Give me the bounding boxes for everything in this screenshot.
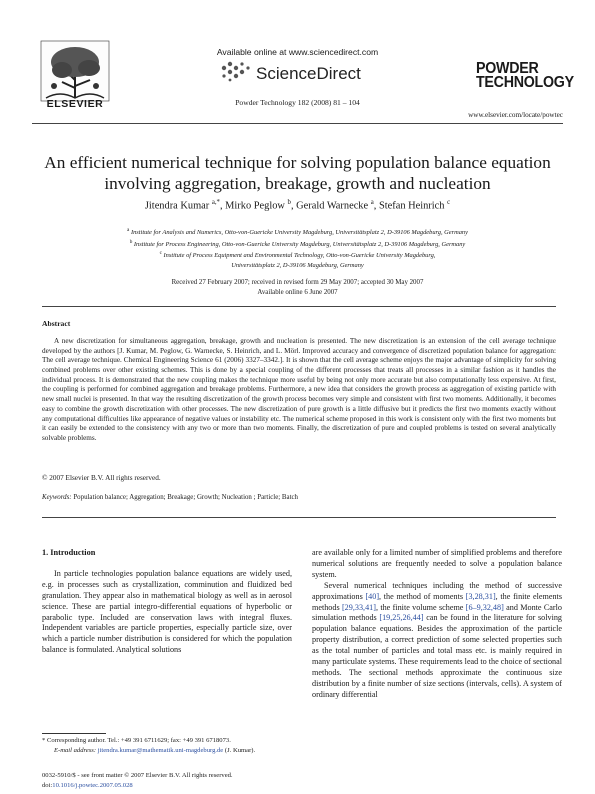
abstract-body: A new discretization for simultaneous aggregation, breakage, growth and nucleation is presented. The new discretization is an extension of the cell average technique developed by the authors [J. Kumar, M. Peglow, G. Warnecke, S. Heinrich, and L. Mörl. Improved accuracy and convergence of discretized population balance for aggregation: The cell average technique. Chemical Engineering Science 61 (2006) 3327–3342.]. It is shown that the cell average scheme enjoys the major advantage of simplicity for solving combined problems over other existing schemes. This is done by a special coupling of the different processes that treats all processes in a similar fashion as it handles the individual process. It is demonstrated that the new coupling makes the technique more useful by being not only more accurate but also computationally less expensive. At first, the coupling is performed for combined aggregation and breakage problems. Furthermore, a new idea that considers the growth process as aggregation of existing particle with new small nuclei is presented. In that way the resulting discretization of the growth process becomes very simple and consistent with first two moments. Additionally, it becomes easy to combine the growth discretization with other processes. The new discretization of pure growth is a little diffusive but it predicts the first two moments exactly without any computational difficulties like appearance of negative values or instability etc. The numerical scheme proposed in this work is consistent only with the first two moments but it can easily be extended to the consistency with any two or more than two moments. Finally, the discretization of pure and coupled problems is tested on several analytically solvable problems. xyxy=(42,337,556,442)
issn-block xyxy=(42,771,233,791)
email-note xyxy=(42,746,302,756)
keywords-list: Population balance; Aggregation; Breakage; Growth; Nucleation ; Particle; Batch xyxy=(73,494,298,501)
author-affil-marker[interactable]: a xyxy=(370,199,374,206)
keywords-label: Keywords: xyxy=(42,494,72,501)
footnote xyxy=(42,736,302,756)
author-affil-marker[interactable]: a,* xyxy=(211,199,220,206)
author-separator: , xyxy=(290,200,294,212)
journal-url-link[interactable]: www.elsevier.com/locate/powtec xyxy=(468,111,563,119)
author-separator: , xyxy=(219,200,223,212)
paragraph xyxy=(312,581,562,701)
footnote-rule xyxy=(42,733,106,734)
journal-logo-line1: POWDER xyxy=(476,60,539,77)
affil-text: Institute of Process Equipment and Environmental Technology, Otto-von-Guericke University Magdeburg, Universitätsplatz 2, D-39106 Magdeburg, Germany xyxy=(163,252,436,269)
available-online-text: Available online at www.sciencedirect.com xyxy=(216,47,379,57)
citation-link[interactable]: [29,33,41] xyxy=(341,602,376,612)
section-heading: 1. Introduction xyxy=(42,548,96,557)
email-link[interactable]: jitendra.kumar@mathematik.uni-magdeburg.de xyxy=(97,746,224,754)
affil-text: Institute for Process Engineering, Otto-von-Guericke University Magdeburg, Universitätsplatz 2, D-39106 Magdeburg, Germany xyxy=(133,240,466,248)
affil-marker: b xyxy=(129,238,133,245)
journal-logo xyxy=(476,60,574,91)
abstract-rule xyxy=(42,517,556,518)
header-rule xyxy=(32,123,563,124)
affil-text: Institute for Analysis and Numerics, Otto-von-Guericke University Magdeburg, Universitätsplatz 2, D-39106 Magdeburg, Germany xyxy=(130,229,468,237)
corresponding-author-note xyxy=(42,736,302,746)
affil-marker: a xyxy=(127,227,130,233)
author-name: Gerald Warnecke xyxy=(296,200,369,212)
abstract-heading: Abstract xyxy=(42,319,71,328)
abstract-copyright: © 2007 Elsevier B.V. All rights reserved. xyxy=(42,474,161,482)
text-run: and Monte Carlo simulation methods xyxy=(312,602,562,623)
right-column xyxy=(312,548,562,701)
affiliation-c xyxy=(0,249,595,270)
author-affil-marker[interactable]: b xyxy=(287,199,291,206)
doi-line xyxy=(42,781,233,791)
sciencedirect-wordmark: ScienceDirect xyxy=(256,64,361,83)
article-dates xyxy=(0,278,595,297)
footnote-marker: * xyxy=(42,737,46,744)
affiliation-b xyxy=(0,238,595,250)
citation-link[interactable]: [6–9,32,48] xyxy=(465,602,504,612)
footnote-text: Corresponding author. Tel.: +49 391 6711629; fax: +49 391 6718073. xyxy=(46,737,231,744)
citation-link[interactable]: [19,25,26,44] xyxy=(379,613,424,623)
journal-citation: Powder Technology 182 (2008) 81 – 104 xyxy=(235,98,360,107)
article-title: An efficient numerical technique for solving population balance equation involving aggregation, breakage, growth and nucleation xyxy=(44,153,551,193)
paragraph: In particle technologies population balance equations are widely used, e.g. in processes such as crystallization, comminution and fluidized bed granulation. They appear also in mathematical biology as well as in aerosol science. These are partial integro-differential equations of hyperbolic or parabolic type. Included are conservation laws with integral fluxes. Independent variables are particle properties, especially particle size, over which a particle number distribution is considered for which the population balance is formulated. Analytical solutions xyxy=(42,568,292,655)
text-run: Several numerical techniques including the method of successive approximations xyxy=(312,580,562,601)
citation-link[interactable]: [40] xyxy=(365,591,380,601)
journal-logo-line2: TECHNOLOGY xyxy=(476,74,574,91)
sciencedirect-logo xyxy=(218,58,378,88)
available-date: Available online 6 June 2007 xyxy=(257,288,338,296)
affiliation-a xyxy=(0,226,595,238)
front-matter-line: 0032-5910/$ - see front matter © 2007 Elsevier B.V. All rights reserved. xyxy=(42,772,233,779)
author-name: Stefan Heinrich xyxy=(378,200,445,212)
email-label: E-mail address: xyxy=(54,746,97,754)
text-run: can be found in the literature for solving population balance equations. Besides the approximation of the particle property distribution, a correct prediction of some selected properties such as the total number of particles and total mass etc. is mainly required in many particulate systems. These requirements lead to the choice of sectional methods. The sectional methods approximate the continuous size distribution by a finite number of size sections (intervals, cells). A system of ordinary differential xyxy=(312,613,562,699)
text-run: , the finite volume scheme xyxy=(375,602,466,612)
author-list xyxy=(0,199,595,211)
author-name: Jitendra Kumar xyxy=(144,200,210,212)
author-separator: , xyxy=(373,200,377,212)
title-rule xyxy=(42,306,556,307)
left-column xyxy=(42,548,292,656)
doi-label: doi: xyxy=(42,781,53,789)
text-run: , the finite elements methods xyxy=(312,591,562,612)
author-name: Mirko Peglow xyxy=(225,200,285,212)
received-dates: Received 27 February 2007; received in revised form 29 May 2007; accepted 30 May 2007 xyxy=(171,279,424,286)
text-run: , the method of moments xyxy=(379,591,466,601)
paragraph: are available only for a limited number of simplified problems and therefore numerical solutions are frequently needed to solve a population balance system. xyxy=(312,548,562,579)
citation-link[interactable]: [3,28,31] xyxy=(465,591,496,601)
affiliations xyxy=(0,226,595,270)
author-affil-marker[interactable]: c xyxy=(447,199,451,206)
publisher-wordmark: ELSEVIER xyxy=(46,98,104,110)
keywords-line xyxy=(42,494,298,501)
affil-marker: c xyxy=(159,250,162,257)
email-suffix: (J. Kumar). xyxy=(224,746,256,754)
doi-link[interactable]: 10.1016/j.powtec.2007.05.028 xyxy=(52,781,133,789)
